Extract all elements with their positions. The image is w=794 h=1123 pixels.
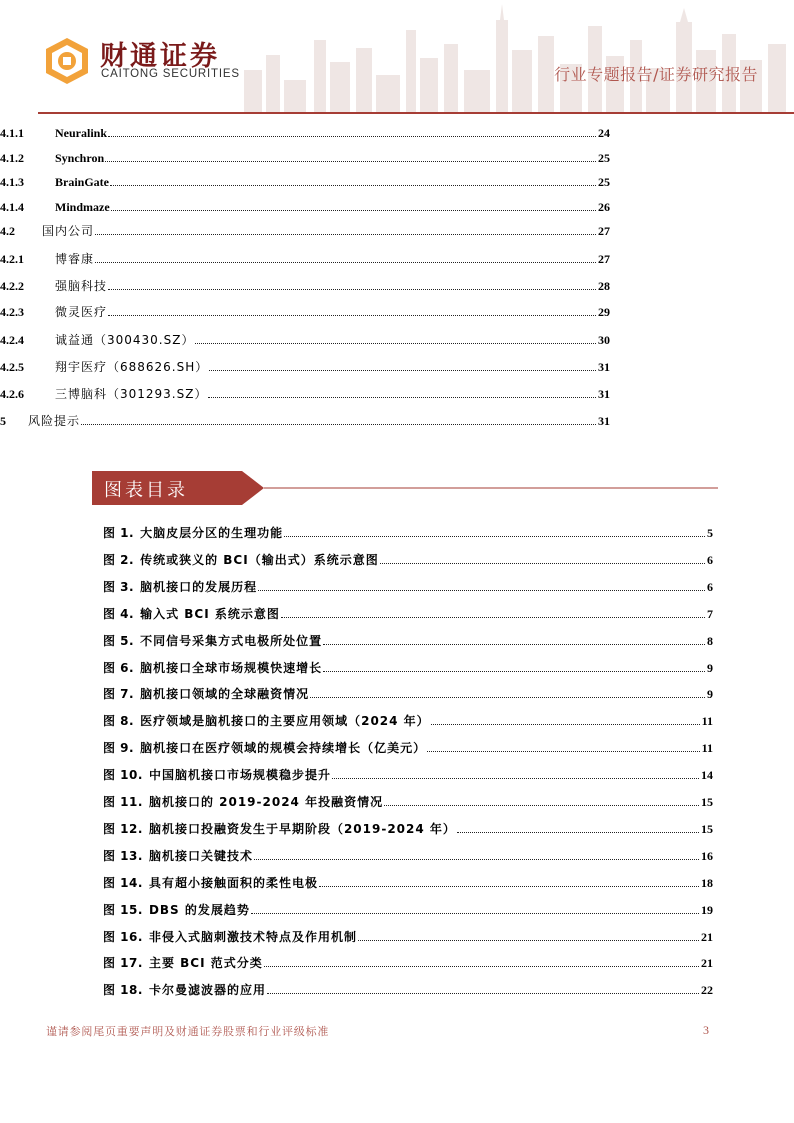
toc-entry-title: 国内公司 — [42, 224, 95, 238]
figure-label: 图 16. — [103, 930, 143, 944]
toc-entry-title: Neuralink — [55, 126, 108, 140]
toc-entry[interactable] — [0, 277, 610, 293]
toc-leader-dots — [95, 262, 596, 263]
figure-page: 11 — [701, 741, 713, 755]
toc-leader-dots — [208, 397, 596, 398]
toc-entry[interactable] — [0, 222, 610, 238]
figure-title: 脑机接口投融资发生于早期阶段（2019-2024 年） — [148, 822, 456, 836]
toc-entry-page: 28 — [598, 279, 610, 293]
toc-entry-page: 30 — [598, 333, 610, 347]
figure-leader-dots — [457, 832, 699, 833]
toc-entry[interactable] — [0, 385, 610, 401]
figure-page: 9 — [707, 687, 713, 701]
toc-leader-dots — [95, 234, 596, 235]
toc-entry[interactable] — [0, 412, 610, 428]
figure-leader-dots — [284, 536, 705, 537]
toc-entry-number: 4.2.3 — [0, 305, 24, 319]
figure-leader-dots — [264, 966, 699, 967]
figure-title: 非侵入式脑刺激技术特点及作用机制 — [148, 930, 357, 944]
figure-title: 医疗领域是脑机接口的主要应用领域（2024 年） — [140, 714, 430, 728]
figure-page: 16 — [701, 849, 713, 863]
figure-leader-dots — [310, 697, 705, 698]
toc-entry[interactable] — [0, 303, 610, 319]
toc-entry-page: 26 — [598, 200, 610, 214]
figure-page: 8 — [707, 634, 713, 648]
toc-entry-number: 4.1.3 — [0, 175, 24, 189]
toc-entry[interactable] — [0, 358, 610, 374]
figure-list-item[interactable] — [103, 524, 713, 540]
toc-entry-number: 4.2.2 — [0, 279, 24, 293]
figure-list-item[interactable] — [103, 551, 713, 567]
toc-entry[interactable] — [0, 198, 610, 214]
figure-list-item[interactable] — [103, 739, 713, 755]
figure-label: 图 3. — [103, 580, 135, 594]
toc-entry-number: 4.2.6 — [0, 387, 24, 401]
brand-name-en: CAITONG SECURITIES — [101, 68, 240, 80]
toc-leader-dots — [105, 161, 596, 162]
figure-label: 图 17. — [103, 956, 143, 970]
figure-leader-dots — [431, 724, 700, 725]
toc-leader-dots — [195, 343, 596, 344]
toc-leader-dots — [108, 289, 596, 290]
figure-list-item[interactable] — [103, 659, 713, 675]
toc-entry-number: 4.2.4 — [0, 333, 24, 347]
toc-entry-title: 博睿康 — [55, 252, 95, 266]
figure-label: 图 6. — [103, 661, 135, 675]
figure-leader-dots — [319, 886, 699, 887]
figure-leader-dots — [384, 805, 699, 806]
figure-title: 大脑皮层分区的生理功能 — [140, 526, 284, 540]
toc-entry[interactable] — [0, 149, 610, 165]
figure-label: 图 1. — [103, 526, 135, 540]
toc-entry-page: 31 — [598, 360, 610, 374]
figure-list-item[interactable] — [103, 820, 713, 836]
figure-label: 图 12. — [103, 822, 143, 836]
toc-entry-page: 29 — [598, 305, 610, 319]
figure-leader-dots — [323, 644, 705, 645]
figure-title: 卡尔曼滤波器的应用 — [148, 983, 266, 997]
toc-entry-number: 4.1.4 — [0, 200, 24, 214]
figure-list-item[interactable] — [103, 928, 713, 944]
figure-title: 脑机接口的发展历程 — [140, 580, 258, 594]
figure-page: 9 — [707, 661, 713, 675]
figure-leader-dots — [254, 859, 699, 860]
toc-entry-title: BrainGate — [55, 175, 109, 189]
toc-entry-title: 诚益通（300430.SZ） — [55, 333, 195, 347]
figure-label: 图 15. — [103, 903, 143, 917]
figure-page: 15 — [701, 795, 713, 809]
figure-label: 图 4. — [103, 607, 135, 621]
figure-title: 具有超小接触面积的柔性电极 — [148, 876, 318, 890]
toc-entry-number: 4.1.1 — [0, 126, 24, 140]
figure-leader-dots — [323, 671, 705, 672]
header-divider — [38, 112, 794, 114]
figure-title: 传统或狭义的 BCI（输出式）系统示意图 — [140, 553, 379, 567]
toc-entry[interactable] — [0, 124, 610, 140]
figure-label: 图 10. — [103, 768, 143, 782]
figure-label: 图 8. — [103, 714, 135, 728]
figure-leader-dots — [427, 751, 700, 752]
figure-title: 主要 BCI 范式分类 — [148, 956, 263, 970]
toc-entry-page: 27 — [598, 224, 610, 238]
toc-entry-page: 25 — [598, 175, 610, 189]
figure-title: 脑机接口领域的全球融资情况 — [140, 687, 310, 701]
page-number: 3 — [703, 1023, 709, 1037]
toc-entry-title: 翔宇医疗（688626.SH） — [55, 360, 209, 374]
figure-page: 21 — [701, 956, 713, 970]
figure-leader-dots — [358, 940, 699, 941]
toc-leader-dots — [110, 185, 596, 186]
figure-leader-dots — [251, 913, 699, 914]
figure-title: 中国脑机接口市场规模稳步提升 — [148, 768, 331, 782]
toc-leader-dots — [209, 370, 596, 371]
toc-entry-number: 5 — [0, 414, 6, 428]
toc-entry[interactable] — [0, 250, 610, 266]
figure-list-item[interactable] — [103, 901, 713, 917]
caitong-logo-icon — [42, 36, 92, 86]
toc-entry-number: 4.2 — [0, 224, 15, 238]
figure-list-item[interactable] — [103, 954, 713, 970]
footer-disclaimer: 谨请参阅尾页重要声明及财通证券股票和行业评级标准 — [46, 1025, 330, 1038]
toc-entry[interactable] — [0, 331, 610, 347]
brand-name-cn: 财通证券 — [100, 41, 220, 72]
toc-entry-title: Mindmaze — [55, 200, 110, 214]
figure-page: 11 — [701, 714, 713, 728]
figure-page: 5 — [707, 526, 713, 540]
toc-leader-dots — [108, 136, 596, 137]
figure-leader-dots — [380, 563, 705, 564]
toc-entry-number: 4.1.2 — [0, 151, 24, 165]
figure-list-item[interactable] — [103, 605, 713, 621]
figure-label: 图 18. — [103, 983, 143, 997]
figure-leader-dots — [332, 778, 699, 779]
city-skyline-decoration — [234, 0, 794, 112]
toc-entry-page: 27 — [598, 252, 610, 266]
toc-leader-dots — [81, 424, 596, 425]
figure-list-item[interactable] — [103, 766, 713, 782]
toc-leader-dots — [108, 315, 596, 316]
figure-page: 19 — [701, 903, 713, 917]
toc-entry-title: 强脑科技 — [55, 279, 108, 293]
figure-title: 脑机接口在医疗领域的规模会持续增长（亿美元） — [140, 741, 427, 755]
figure-label: 图 2. — [103, 553, 135, 567]
toc-leader-dots — [111, 210, 596, 211]
figure-list-item[interactable] — [103, 712, 713, 728]
figure-label: 图 14. — [103, 876, 143, 890]
report-type-label: 行业专题报告/证券研究报告 — [554, 65, 758, 84]
figure-label: 图 9. — [103, 741, 135, 755]
figure-title: 脑机接口关键技术 — [148, 849, 253, 863]
figure-list-item[interactable] — [103, 578, 713, 594]
toc-entry-title: 风险提示 — [28, 414, 81, 428]
toc-entry-number: 4.2.1 — [0, 252, 24, 266]
figure-page: 7 — [707, 607, 713, 621]
toc-entry-title: 微灵医疗 — [55, 305, 108, 319]
figure-leader-dots — [258, 590, 705, 591]
toc-entry-title: Synchron — [55, 151, 105, 165]
figure-list-item[interactable] — [103, 632, 713, 648]
toc-entry-page: 24 — [598, 126, 610, 140]
figure-title: DBS 的发展趋势 — [148, 903, 250, 917]
figure-label: 图 13. — [103, 849, 143, 863]
page-header — [0, 0, 794, 118]
figure-title: 脑机接口全球市场规模快速增长 — [140, 661, 323, 675]
toc-entry-title: 三博脑科（301293.SZ） — [55, 387, 208, 401]
figure-page: 21 — [701, 930, 713, 944]
figure-title: 输入式 BCI 系统示意图 — [140, 607, 280, 621]
toc-entry[interactable] — [0, 173, 610, 189]
figures-section-title: 图表目录 — [104, 480, 188, 501]
toc-entry-page: 31 — [598, 387, 610, 401]
figure-page: 14 — [701, 768, 713, 782]
figure-title: 不同信号采集方式电极所处位置 — [140, 634, 323, 648]
toc-entry-page: 31 — [598, 414, 610, 428]
figure-page: 6 — [707, 580, 713, 594]
figure-list-item[interactable] — [103, 874, 713, 890]
figure-label: 图 11. — [103, 795, 143, 809]
figure-label: 图 5. — [103, 634, 135, 648]
figure-title: 脑机接口的 2019-2024 年投融资情况 — [148, 795, 384, 809]
figure-list-item[interactable] — [103, 847, 713, 863]
figure-leader-dots — [281, 617, 705, 618]
figure-page: 6 — [707, 553, 713, 567]
toc-entry-number: 4.2.5 — [0, 360, 24, 374]
figure-list-item[interactable] — [103, 793, 713, 809]
toc-entry-page: 25 — [598, 151, 610, 165]
figure-list-item[interactable] — [103, 685, 713, 701]
figure-label: 图 7. — [103, 687, 135, 701]
figure-page: 15 — [701, 822, 713, 836]
figure-leader-dots — [267, 993, 699, 994]
figure-page: 18 — [701, 876, 713, 890]
figure-list-item[interactable] — [103, 981, 713, 997]
figure-page: 22 — [701, 983, 713, 997]
